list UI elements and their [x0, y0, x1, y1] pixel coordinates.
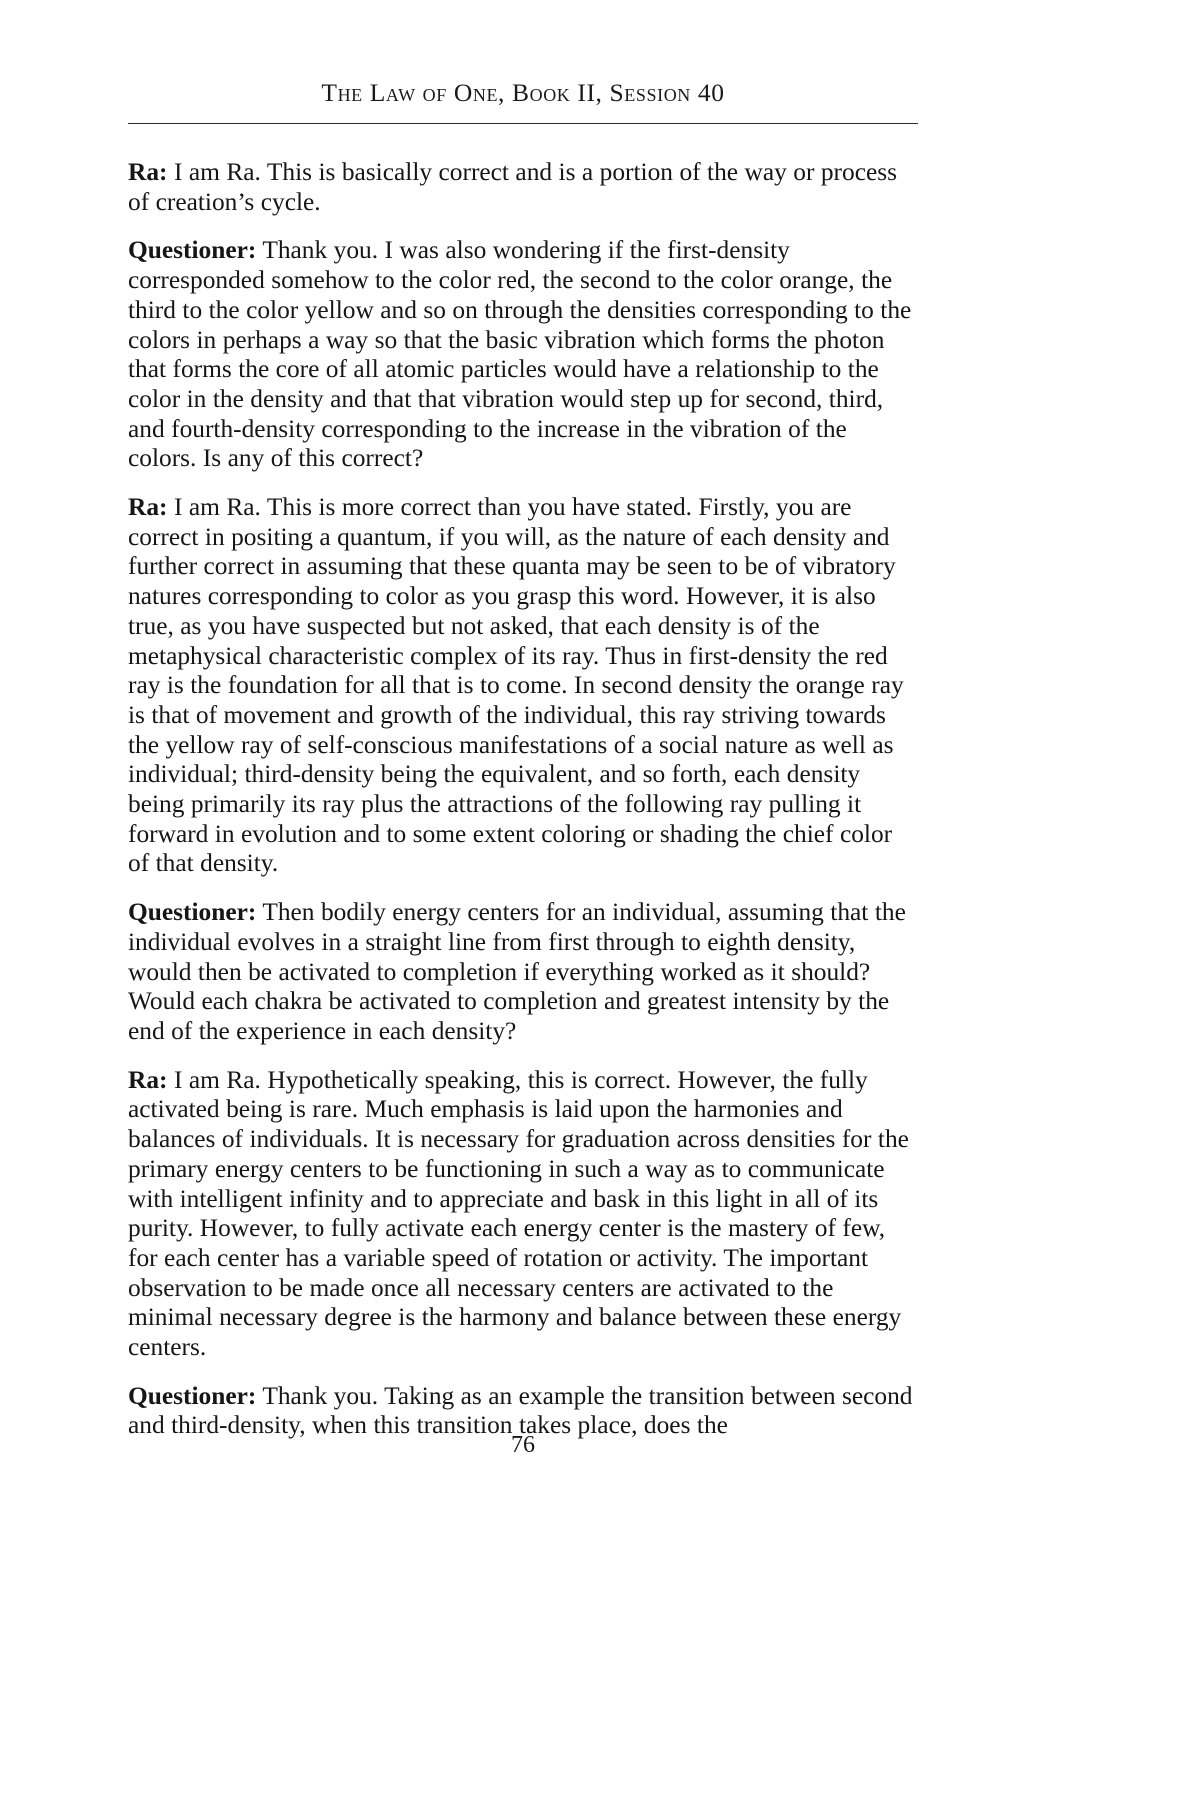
- speaker-label: Ra:: [128, 493, 168, 522]
- dialogue-paragraph: [128, 1066, 918, 1363]
- page-number-folio: 76: [511, 1432, 535, 1458]
- speaker-label: Questioner:: [128, 898, 257, 927]
- paragraph-text: Then bodily energy centers for an individual, assuming that the individual evolves in a straight line from first through to eighth density, would then be activated to completion if everything worked as it should? Would each chakra be activated to completion and greatest intensity by the end of the experience in each density?: [128, 898, 906, 1045]
- speaker-label: Ra:: [128, 1065, 168, 1094]
- header-divider-rule: [128, 123, 918, 124]
- paragraph-text: I am Ra. This is more correct than you have stated. Firstly, you are correct in positing a quantum, if you will, as the nature of each density and further correct in assuming that these quanta may be seen to be of vibratory natures corresponding to color as you grasp this word. However, it is also true, as you have suspected but not asked, that each density is of the metaphysical characteristic complex of its ray. Thus in first-density the red ray is the foundation for all that is to come. In second density the orange ray is that of movement and growth of the individual, this ray striving towards the yellow ray of self-conscious manifestations of a social nature as well as individual; third-density being the equivalent, and so forth, each density being primarily its ray plus the attractions of the following ray pulling it forward in evolution and to some extent coloring or shading the chief color of that density.: [128, 493, 904, 878]
- running-header-title: The Law of One, Book II, Session 40: [321, 78, 725, 107]
- dialogue-paragraph: [128, 236, 918, 474]
- paragraph-text: Thank you. I was also wondering if the first-density corresponded somehow to the color red, the second to the color orange, the third to the color yellow and so on through the densities corresponding to the colors in perhaps a way so that the basic vibration which forms the photon that forms the core of all atomic particles would have a relationship to the color in the density and that that vibration would step up for second, third, and fourth-density corresponding to the increase in the vibration of the colors. Is any of this correct?: [128, 236, 912, 473]
- body-text-column: [128, 158, 918, 1441]
- dialogue-paragraph: [128, 493, 918, 879]
- paragraph-text: Thank you. Taking as an example the transition between second and third-density, when this transition takes place, does the: [128, 1381, 913, 1440]
- paragraph-text: I am Ra. This is basically correct and is a portion of the way or process of creation’s cycle.: [128, 158, 897, 216]
- dialogue-paragraph: [128, 158, 918, 217]
- paragraph-text: I am Ra. Hypothetically speaking, this is correct. However, the fully activated being is rare. Much emphasis is laid upon the harmonies and balances of individuals. It is necessary for graduation across densities for the primary energy centers to be functioning in such a way as to communicate with intelligent infinity and to appreciate and bask in this light in all of its purity. However, to fully activate each energy center is the mastery of few, for each center has a variable speed of rotation or activity. The important observation to be made once all necessary centers are activated to the minimal necessary degree is the harmony and balance between these energy centers.: [128, 1065, 909, 1362]
- dialogue-paragraph: [128, 898, 918, 1047]
- speaker-label: Questioner:: [128, 236, 257, 265]
- speaker-label: Ra:: [128, 158, 168, 186]
- speaker-label: Questioner:: [128, 1381, 257, 1410]
- running-header: [128, 78, 918, 108]
